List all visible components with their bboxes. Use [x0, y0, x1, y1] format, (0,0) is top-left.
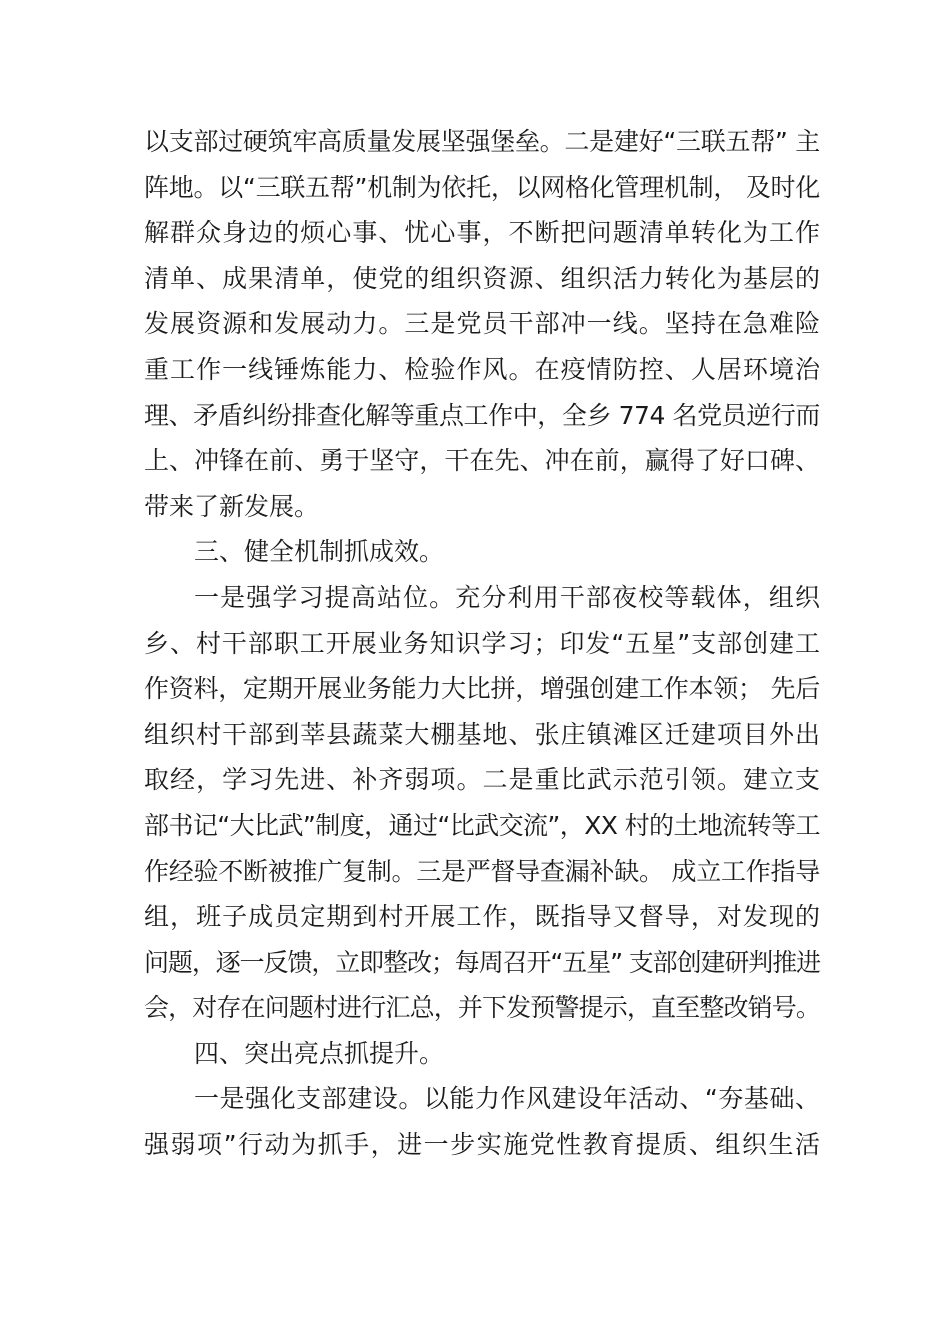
text-line: 理、矛盾纠纷排查化解等重点工作中，全乡 774 名党员逆行而 — [144, 400, 820, 430]
text-line: 清单、成果清单，使党的组织资源、组织活力转化为基层的 — [144, 263, 820, 293]
text-line: 取经，学习先进、补齐弱项。二是重比武示范引领。建立支 — [144, 765, 820, 795]
paragraph-first-line: 一是强化支部建设。以能力作风建设年活动、“夯基础、 — [194, 1084, 820, 1114]
text-line: 部书记“大比武”制度，通过“比武交流”，XX 村的土地流转等工 — [144, 810, 820, 840]
text-line: 组，班子成员定期到村开展工作，既指导又督导，对发现的 — [144, 902, 820, 932]
text-line: 乡、村干部职工开展业务知识学习；印发“五星”支部创建工 — [144, 628, 820, 658]
section-heading: 四、突出亮点抓提升。 — [194, 1038, 445, 1068]
text-line: 问题，逐一反馈，立即整改；每周召开“五星” 支部创建研判推进 — [144, 947, 820, 977]
text-line: 作资料，定期开展业务能力大比拼，增强创建工作本领； 先后 — [144, 674, 820, 704]
text-line: 上、冲锋在前、勇于坚守，干在先、冲在前，赢得了好口碑、 — [144, 446, 820, 476]
document-body — [144, 119, 820, 1168]
text-line: 重工作一线锤炼能力、检验作风。在疫情防控、人居环境治 — [144, 354, 820, 384]
text-line: 会，对存在问题村进行汇总，并下发预警提示，直至整改销号。 — [144, 993, 820, 1023]
text-line: 带来了新发展。 — [144, 491, 320, 521]
paragraph-first-line: 一是强学习提高站位。充分利用干部夜校等载体，组织 — [194, 582, 820, 612]
text-line: 解群众身边的烦心事、忧心事，不断把问题清单转化为工作 — [144, 218, 820, 248]
text-line: 阵地。以“三联五帮”机制为依托，以网格化管理机制， 及时化 — [144, 172, 820, 202]
section-heading: 三、健全机制抓成效。 — [194, 537, 445, 567]
text-line: 以支部过硬筑牢高质量发展坚强堡垒。二是建好“三联五帮” 主 — [144, 127, 820, 156]
text-line: 发展资源和发展动力。三是党员干部冲一线。坚持在急难险 — [144, 309, 820, 339]
text-line: 组织村干部到莘县蔬菜大棚基地、张庄镇滩区迁建项目外出 — [144, 719, 820, 749]
text-line: 作经验不断被推广复制。三是严督导查漏补缺。 成立工作指导 — [144, 856, 820, 886]
text-line: 强弱项”行动为抓手，进一步实施党性教育提质、组织生活 — [144, 1130, 820, 1160]
